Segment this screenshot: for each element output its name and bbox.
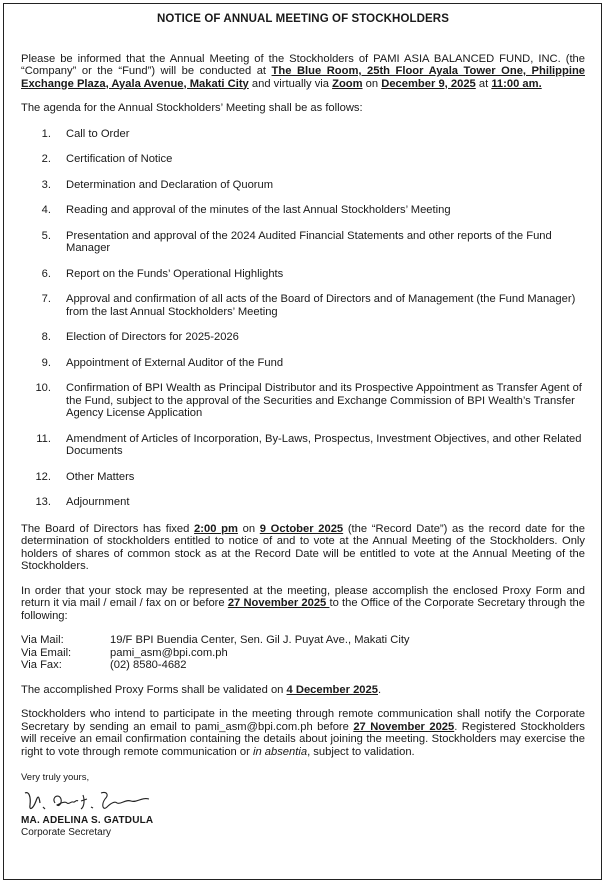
agenda-item: 5 . Presentation and approval of the 2024 Audited Financial Statements and other reports of the Fund Manager bbox=[21, 230, 585, 255]
contact-email: Via Email: pami_asm@bpi.com.ph bbox=[21, 646, 228, 659]
agenda-lead: The agenda for the Annual Stockholders’ Meeting shall be as follows: bbox=[21, 102, 363, 114]
agenda-item: 1 . Call to Order bbox=[21, 128, 585, 141]
intro-text: Please be informed that the Annual Meeting of the Stockholders of PAMI ASIA BALANCED FUND, INC. (the “Company” or the “Fund”) will be conducted at bbox=[21, 52, 585, 77]
remote-participation-paragraph: Stockholders who intend to participate in the meeting through remote communication shall notify the Corporate Secretary by sending an email to pami_asm@bpi.com.ph before 27 November 2025. Registered Stockholders will receive an email confirmation containing the details about joining the meeting. Stockholders may exercise the right to vote through remote communication or in absentia, subject to validation. bbox=[21, 708, 585, 758]
meeting-venue: The Blue Room, 25th Floor Ayala Tower One, Philippine Exchange Plaza, Ayala Avenue, Makati City bbox=[21, 65, 585, 90]
agenda-item: 12 . Other Matters bbox=[21, 471, 585, 484]
intro-text: at bbox=[475, 77, 492, 90]
notice-document bbox=[21, 13, 585, 840]
agenda-item: 4 . Reading and approval of the minutes of the last Annual Stockholders’ Meeting bbox=[21, 204, 585, 217]
contact-fax: Via Fax: (02) 8580-4682 bbox=[21, 659, 187, 671]
contact-list bbox=[21, 634, 585, 672]
record-date: 9 October 2025 bbox=[259, 522, 344, 535]
agenda-item: 3 . Determination and Declaration of Quorum bbox=[21, 179, 585, 192]
signatory-title: Corporate Secretary bbox=[21, 827, 112, 838]
agenda-item: 7 . Approval and confirmation of all acts of the Board of Directors and of Management (the Fund Manager) from the last Annual Stockholders’ Meeting bbox=[21, 293, 585, 318]
agenda-list bbox=[21, 128, 585, 509]
intro-paragraph bbox=[21, 53, 585, 91]
agenda-item: 6 . Report on the Funds’ Operational Highlights bbox=[21, 268, 585, 281]
remote-deadline: 27 November 2025 bbox=[353, 720, 455, 733]
agenda-item: 10 . Confirmation of BPI Wealth as Principal Distributor and its Prospective Appointment as Transfer Agent of the Fund, subject to the approval of the Securities and Exchange Commission of BPI Wealth’s Transfer Agency License Application bbox=[21, 382, 585, 420]
intro-text: on bbox=[362, 77, 382, 90]
agenda-item: 2 . Certification of Notice bbox=[21, 153, 585, 166]
notice-title: NOTICE OF ANNUAL MEETING OF STOCKHOLDERS bbox=[157, 13, 449, 25]
closing-salutation: Very truly yours, bbox=[21, 772, 90, 783]
contact-mail: Via Mail: 19/F BPI Buendia Center, Sen. Gil J. Puyat Ave., Makati City bbox=[21, 634, 410, 646]
agenda-item: 13 . Adjournment bbox=[21, 496, 585, 509]
meeting-time: 11:00 am. bbox=[491, 77, 542, 90]
signature-image bbox=[21, 787, 161, 815]
agenda-item: 8 . Election of Directors for 2025-2026 bbox=[21, 331, 585, 344]
proxy-paragraph: In order that your stock may be represented at the meeting, please accomplish the enclosed Proxy Form and return it via mail / email / fax on or before 27 November 2025 to the Office of the Corporate Secretary through the following: bbox=[21, 584, 585, 622]
record-date-paragraph: The Board of Directors has fixed 2:00 pm on 9 October 2025 (the “Record Date”) as the record date for the determination of stockholders entitled to notice of and to vote at the Annual Meeting of the Stockholders. Only holders of shares of common stock as at the Record Date will be entitled to vote at the Annual Meeting of the Stockholders. bbox=[21, 522, 585, 572]
record-time: 2:00 pm bbox=[194, 522, 238, 535]
meeting-date: December 9, 2025 bbox=[381, 77, 476, 90]
proxy-deadline: 27 November 2025 bbox=[227, 597, 330, 609]
agenda-item: 11 . Amendment of Articles of Incorporation, By-Laws, Prospectus, Investment Objectives, and other Related Documents bbox=[21, 433, 585, 458]
intro-text: and virtually via bbox=[248, 77, 333, 90]
meeting-platform: Zoom bbox=[332, 77, 363, 90]
agenda-item: 9 . Appointment of External Auditor of the Fund bbox=[21, 357, 585, 370]
validation-date: 4 December 2025 bbox=[286, 683, 378, 696]
validation-paragraph: The accomplished Proxy Forms shall be validated on 4 December 2025. bbox=[21, 683, 382, 696]
signatory-name: MA. ADELINA S. GATDULA bbox=[21, 814, 154, 826]
